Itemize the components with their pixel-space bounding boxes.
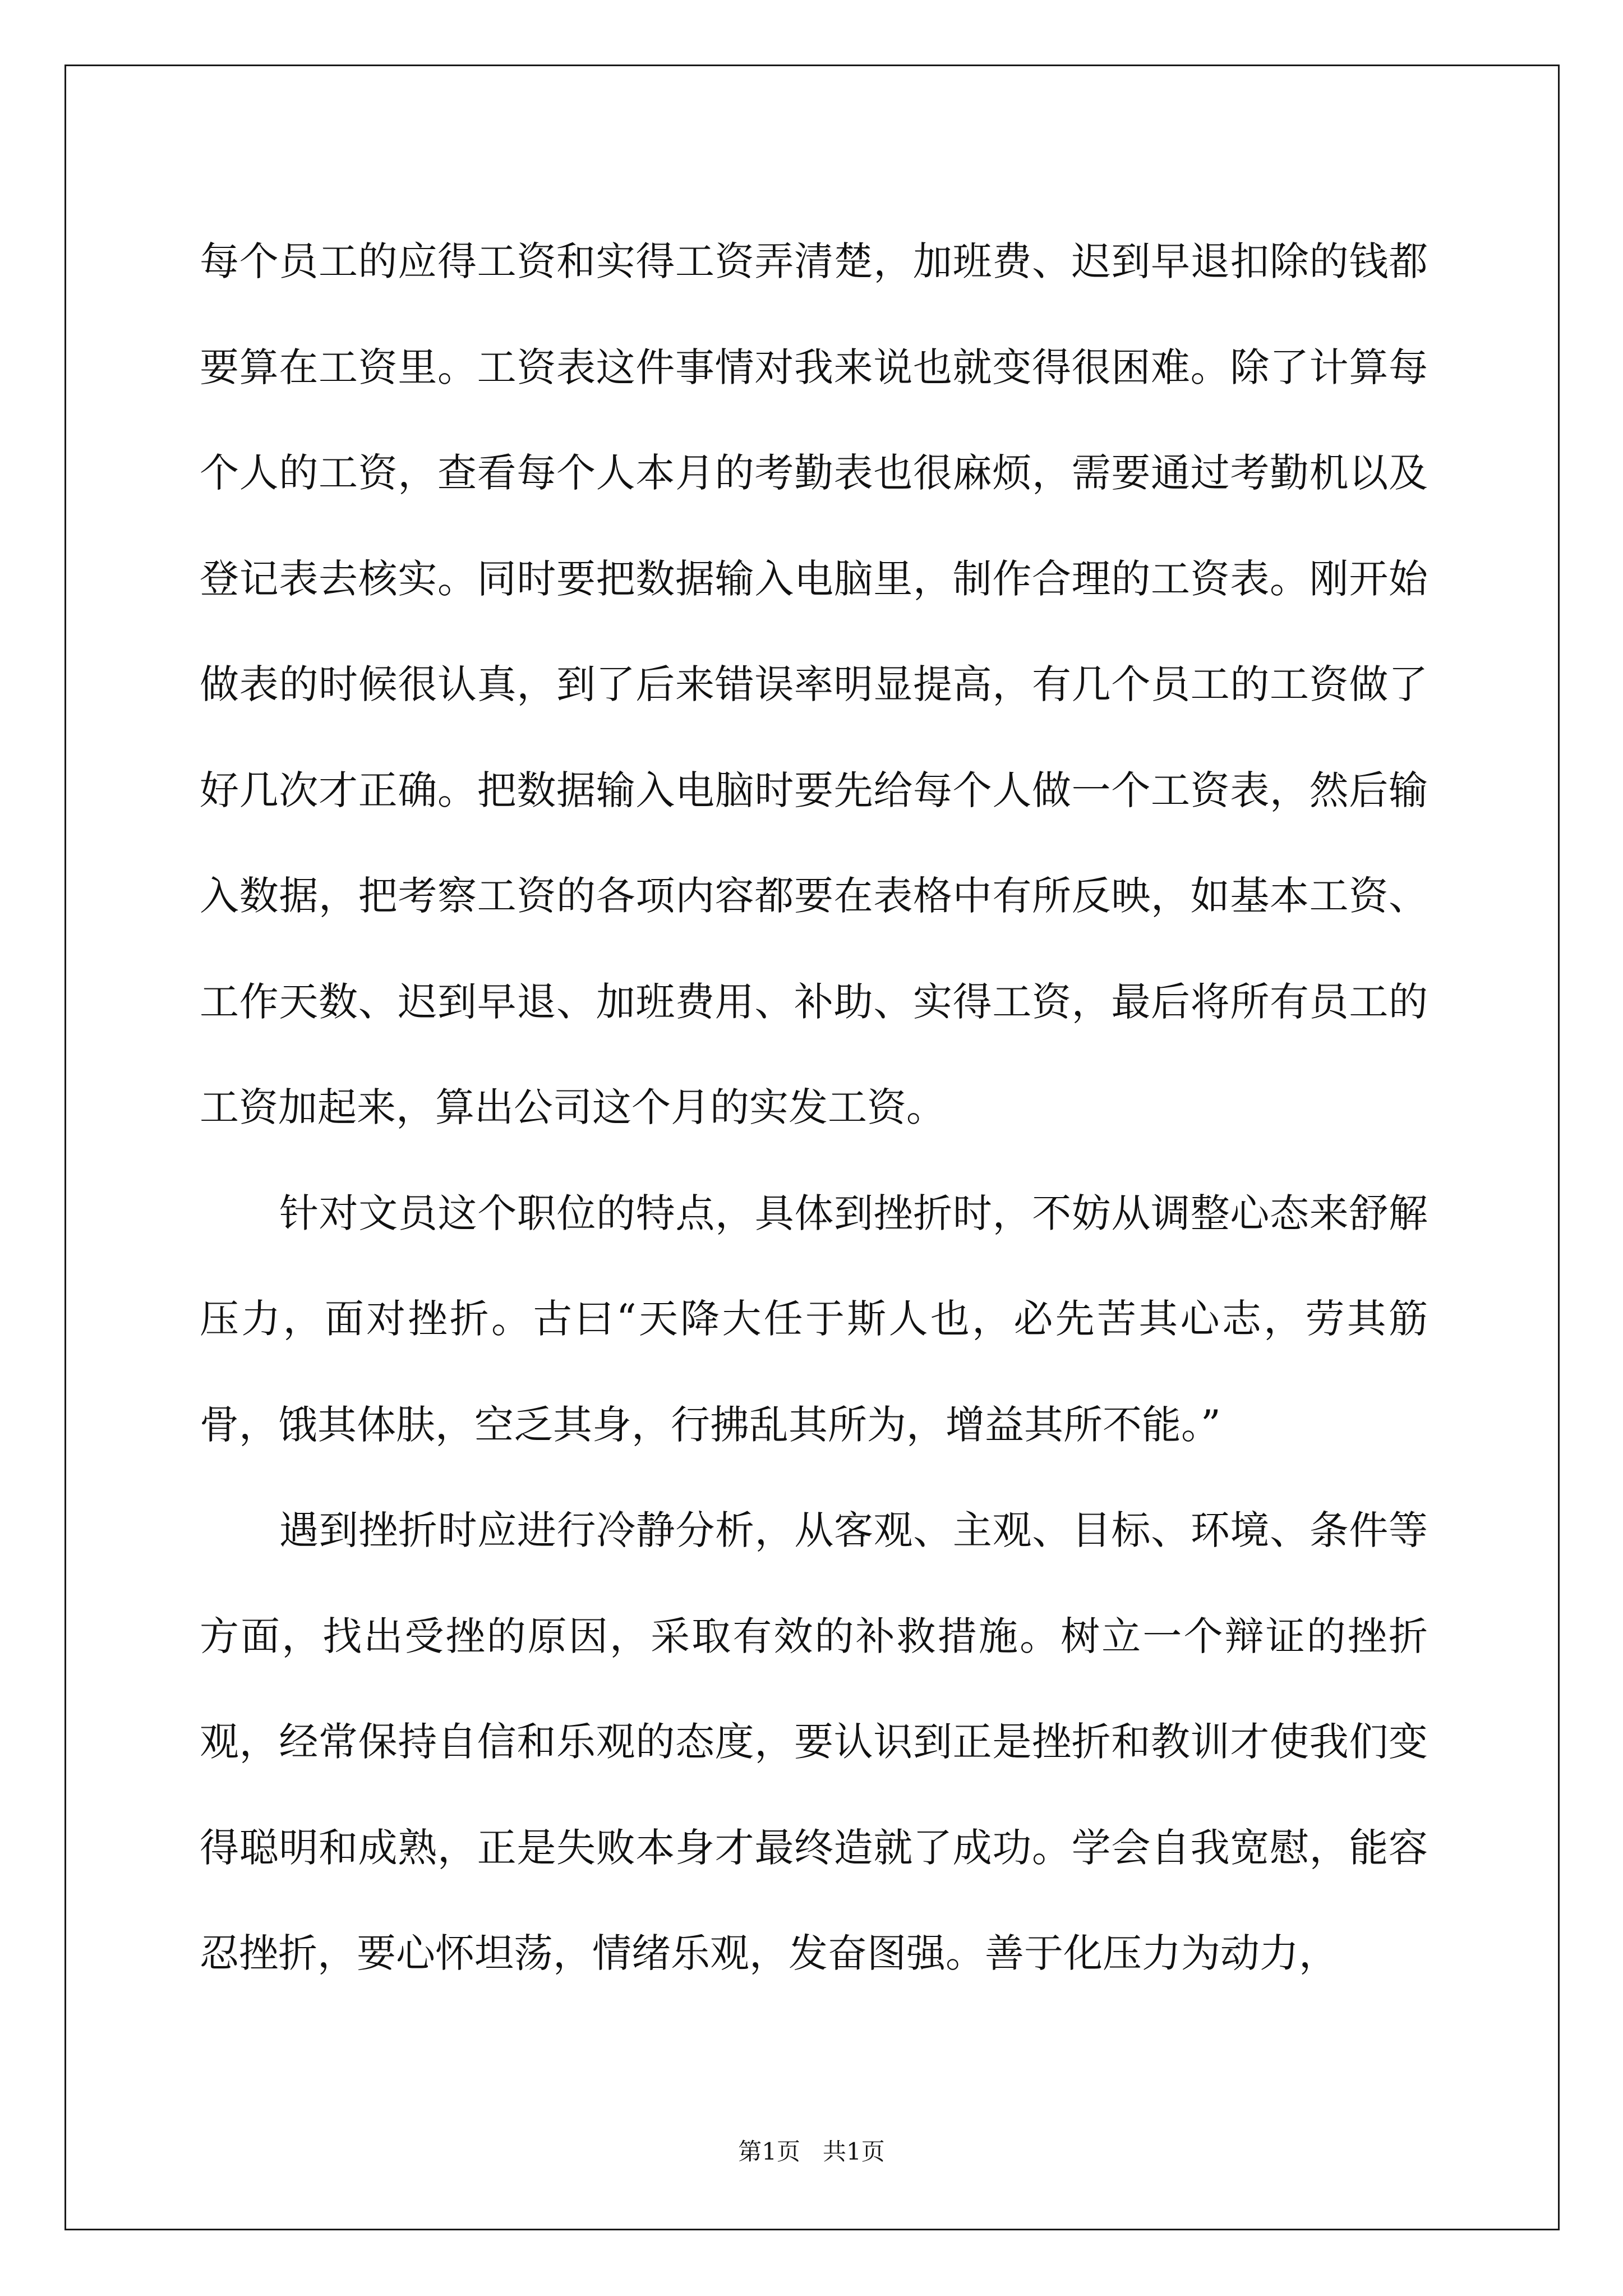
- document-body: [200, 209, 1428, 2007]
- paragraph-2: 针对文员这个职位的特点，具体到挫折时，不妨从调整心态来舒解压力，面对挫折。古曰“天降大任于斯人也，必先苦其心志，劳其筋骨，饿其体肤，空乏其身，行拂乱其所为，增益其所不能。”: [200, 1190, 1428, 1448]
- paragraph-3: 遇到挫折时应进行冷静分析，从客观、主观、目标、环境、条件等方面，找出受挫的原因，采取有效的补救措施。树立一个辩证的挫折观，经常保持自信和乐观的态度，要认识到正是挫折和教训才使我们变得聪明和成熟，正是失败本身才最终造就了成功。学会自我宽慰，能容忍挫折，要心怀坦荡，情绪乐观，发奋图强。善于化压力为动力，: [200, 1507, 1428, 1976]
- paragraph-1: 每个员工的应得工资和实得工资弄清楚，加班费、迟到早退扣除的钱都要算在工资里。工资表这件事情对我来说也就变得很困难。除了计算每个人的工资，查看每个人本月的考勤表也很麻烦，需要通过考勤机以及登记表去核实。同时要把数据输入电脑里，制作合理的工资表。刚开始做表的时候很认真，到了后来错误率明显提高，有几个员工的工资做了好几次才正确。把数据输入电脑时要先给每个人做一个工资表，然后输入数据，把考察工资的各项内容都要在表格中有所反映，如基本工资、工作天数、迟到早退、加班费用、补助、实得工资，最后将所有员工的工资加起来，算出公司这个月的实发工资。: [200, 238, 1428, 1130]
- page-footer: 第1页 共1页: [738, 2138, 885, 2165]
